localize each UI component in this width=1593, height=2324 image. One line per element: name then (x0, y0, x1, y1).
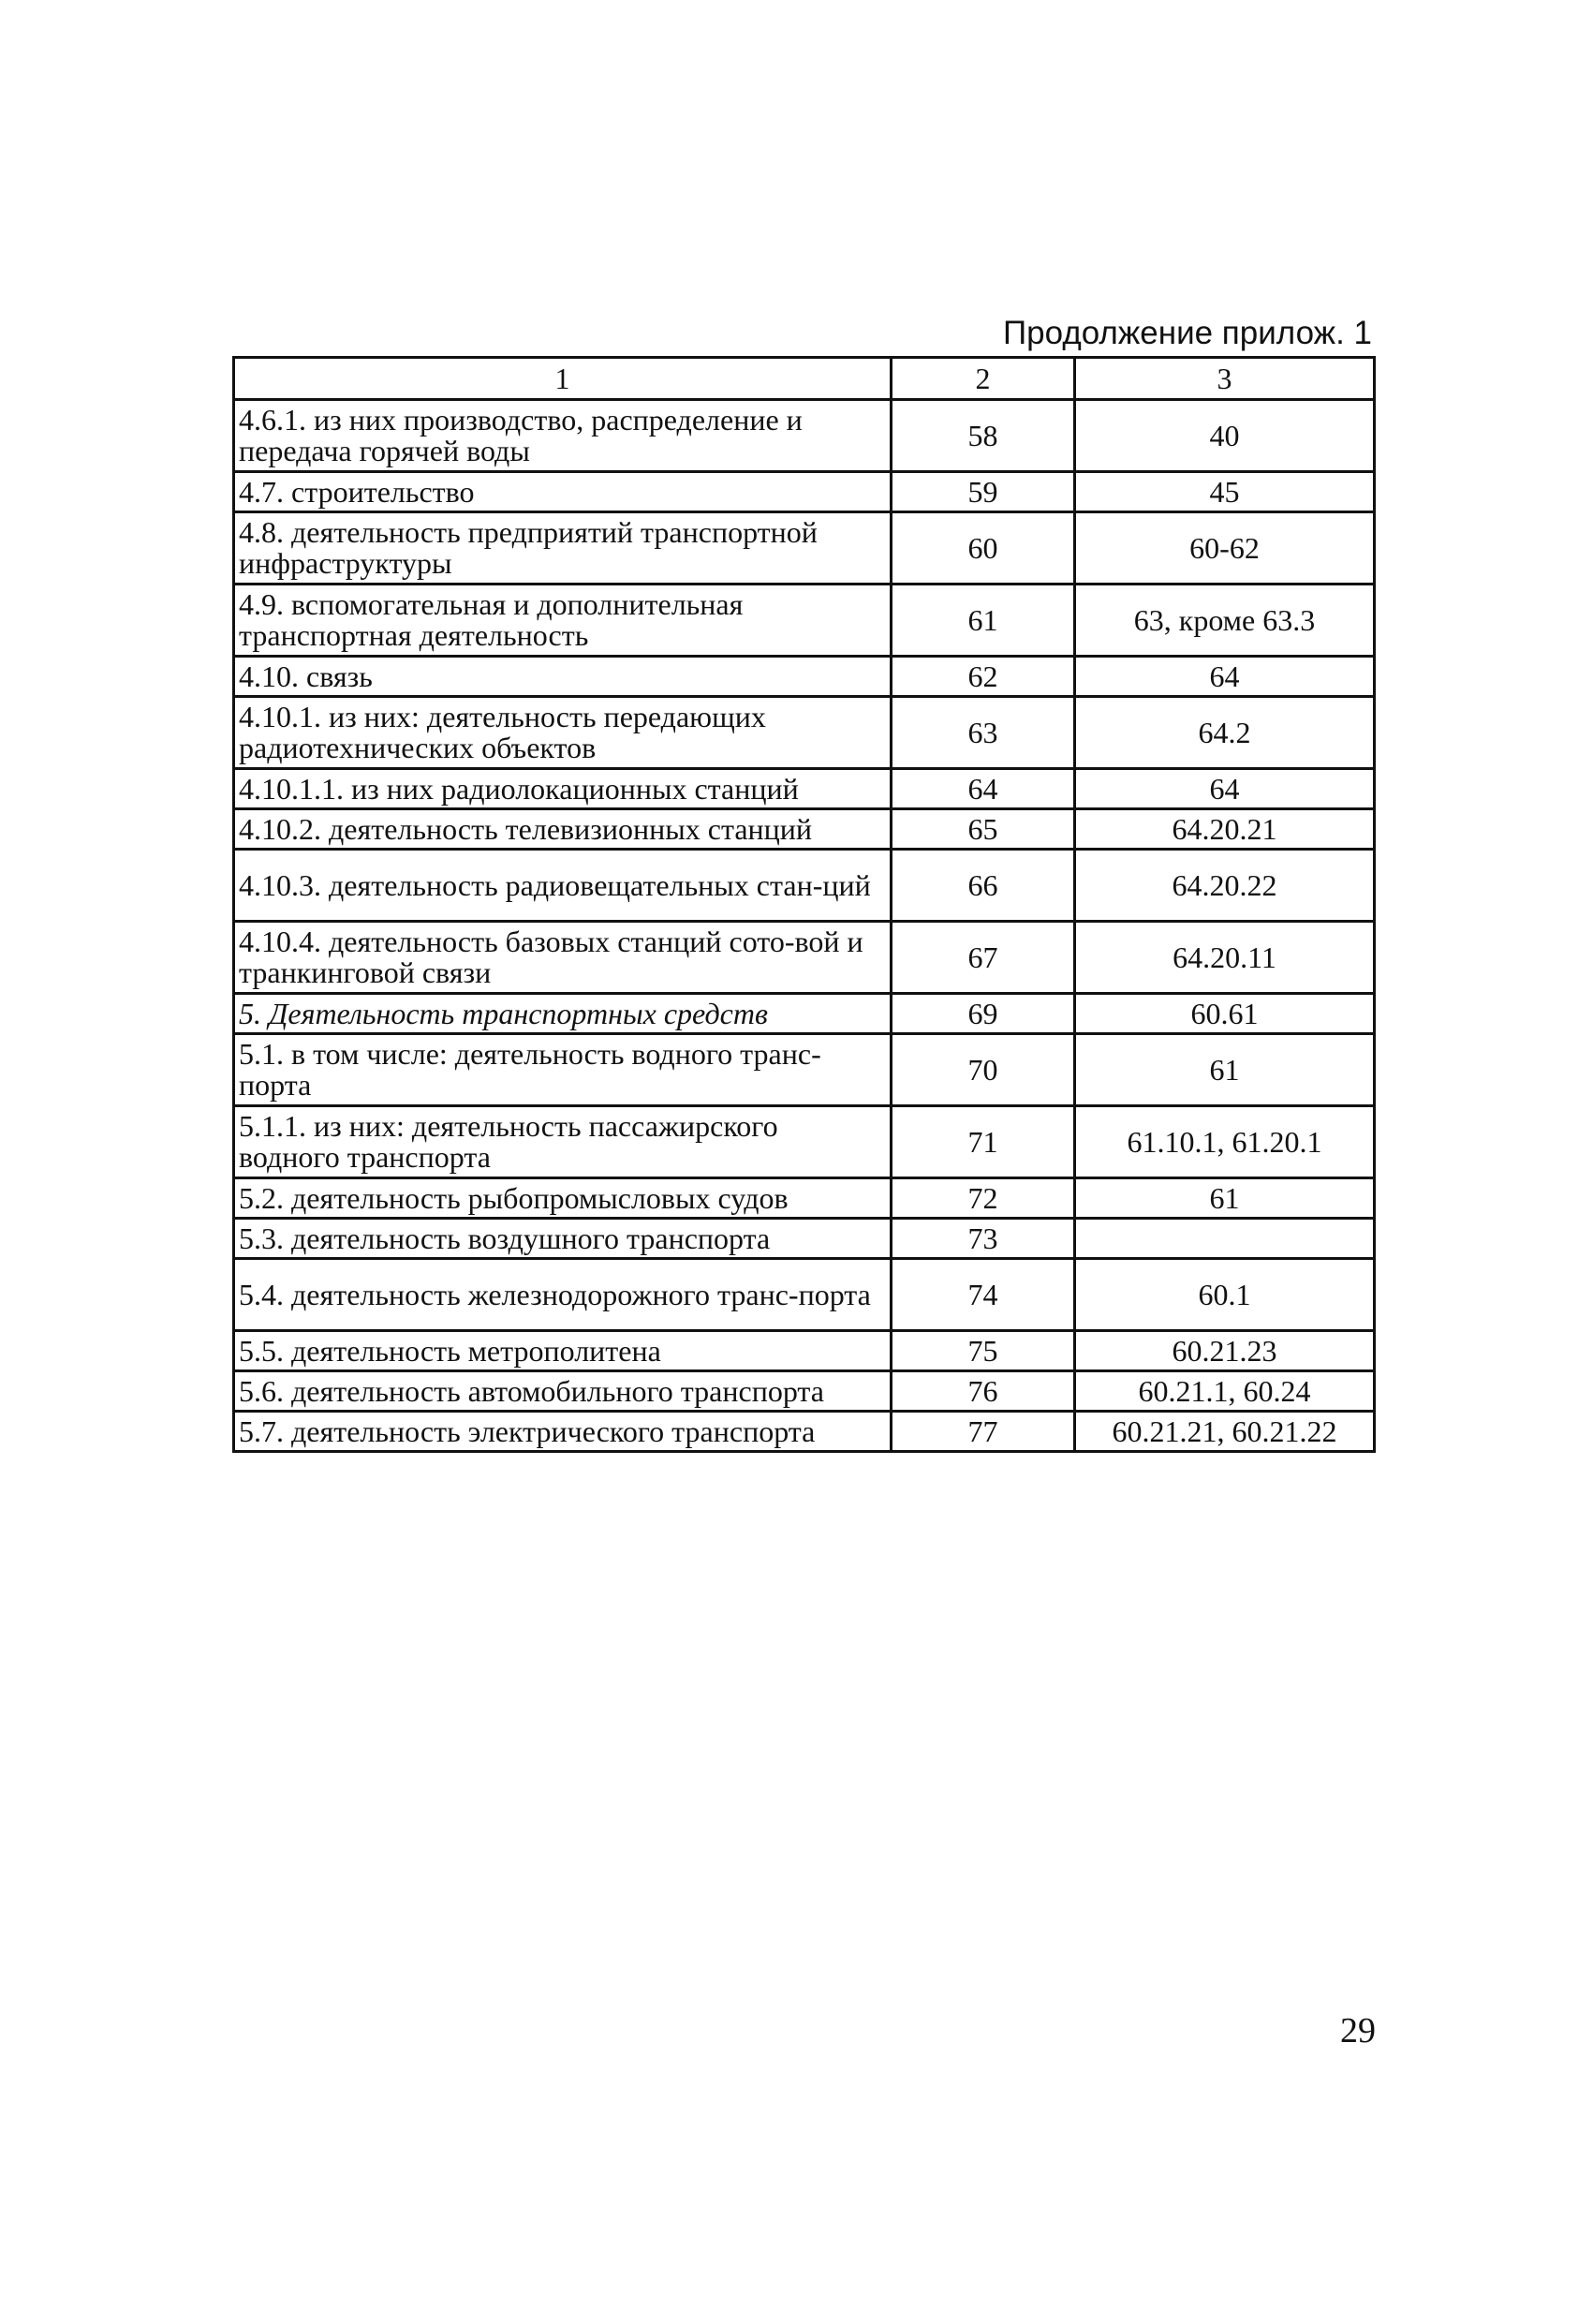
row-code: 64.20.21 (1075, 809, 1375, 850)
table-row (234, 1412, 1375, 1452)
row-name: 4.6.1. из них производство, распределение и передача горячей воды (234, 400, 892, 472)
table-row (234, 1259, 1375, 1331)
row-number: 69 (892, 994, 1075, 1034)
table-row (234, 400, 1375, 472)
row-name: 4.10.4. деятельность базовых станций сото-вой и транкинговой связи (234, 922, 892, 994)
table-row (234, 512, 1375, 585)
table-row (234, 697, 1375, 769)
row-name: 5.4. деятельность железнодорожного транс-порта (234, 1259, 892, 1331)
table-row (234, 657, 1375, 697)
row-code: 60.1 (1075, 1259, 1375, 1331)
row-code: 64 (1075, 769, 1375, 809)
row-name: 4.8. деятельность предприятий транспортной инфраструктуры (234, 512, 892, 585)
row-number: 75 (892, 1331, 1075, 1371)
row-number: 67 (892, 922, 1075, 994)
table-row (234, 809, 1375, 850)
column-header-2: 2 (892, 358, 1075, 400)
row-number: 72 (892, 1178, 1075, 1219)
row-name: 4.10. связь (234, 657, 892, 697)
page-number: 29 (1340, 2011, 1376, 2050)
table-row (234, 585, 1375, 657)
row-name: 5.5. деятельность метрополитена (234, 1331, 892, 1371)
row-code: 45 (1075, 472, 1375, 512)
table-row (234, 850, 1375, 922)
row-code: 61 (1075, 1034, 1375, 1106)
row-number: 60 (892, 512, 1075, 585)
row-name: 5.2. деятельность рыбопромысловых судов (234, 1178, 892, 1219)
row-name: 4.10.1.1. из них радиолокационных станций (234, 769, 892, 809)
table-row (234, 472, 1375, 512)
row-code: 60.21.1, 60.24 (1075, 1371, 1375, 1412)
row-number: 66 (892, 850, 1075, 922)
row-number: 63 (892, 697, 1075, 769)
row-code (1075, 1219, 1375, 1259)
row-code: 61 (1075, 1178, 1375, 1219)
table-row (234, 1034, 1375, 1106)
row-code: 63, кроме 63.3 (1075, 585, 1375, 657)
row-name: 5.7. деятельность электрического транспорта (234, 1412, 892, 1452)
row-number: 76 (892, 1371, 1075, 1412)
row-number: 65 (892, 809, 1075, 850)
row-number: 73 (892, 1219, 1075, 1259)
table-row (234, 1106, 1375, 1178)
row-number: 64 (892, 769, 1075, 809)
row-code: 60-62 (1075, 512, 1375, 585)
row-name: 4.7. строительство (234, 472, 892, 512)
row-name: 4.9. вспомогательная и дополнительная транспортная деятельность (234, 585, 892, 657)
row-name: 5.6. деятельность автомобильного транспорта (234, 1371, 892, 1412)
column-header-1: 1 (234, 358, 892, 400)
row-name: 4.10.2. деятельность телевизионных станций (234, 809, 892, 850)
table-row (234, 1331, 1375, 1371)
row-code: 64.20.11 (1075, 922, 1375, 994)
row-number: 77 (892, 1412, 1075, 1452)
row-code: 40 (1075, 400, 1375, 472)
row-code: 64.2 (1075, 697, 1375, 769)
row-code: 60.61 (1075, 994, 1375, 1034)
row-name: 4.10.1. из них: деятельность передающих радиотехнических объектов (234, 697, 892, 769)
row-number: 58 (892, 400, 1075, 472)
table-header-row (234, 358, 1375, 400)
column-header-3: 3 (1075, 358, 1375, 400)
row-code: 60.21.21, 60.21.22 (1075, 1412, 1375, 1452)
row-number: 62 (892, 657, 1075, 697)
row-name: 5.3. деятельность воздушного транспорта (234, 1219, 892, 1259)
row-number: 71 (892, 1106, 1075, 1178)
row-code: 64 (1075, 657, 1375, 697)
table-row (234, 1219, 1375, 1259)
table-row (234, 769, 1375, 809)
row-number: 59 (892, 472, 1075, 512)
table-row (234, 922, 1375, 994)
row-name: 5.1.1. из них: деятельность пассажирского водного транспорта (234, 1106, 892, 1178)
row-code: 64.20.22 (1075, 850, 1375, 922)
table-row (234, 1371, 1375, 1412)
table-caption: Продолжение прилож. 1 (1003, 315, 1372, 351)
row-number: 70 (892, 1034, 1075, 1106)
table-row (234, 1178, 1375, 1219)
table-row (234, 994, 1375, 1034)
row-name: 5.1. в том числе: деятельность водного транс-порта (234, 1034, 892, 1106)
row-name: 4.10.3. деятельность радиовещательных стан-ций (234, 850, 892, 922)
row-name: 5. Деятельность транспортных средств (234, 994, 892, 1034)
row-code: 60.21.23 (1075, 1331, 1375, 1371)
row-number: 61 (892, 585, 1075, 657)
row-number: 74 (892, 1259, 1075, 1331)
activity-codes-table (232, 356, 1376, 1453)
row-code: 61.10.1, 61.20.1 (1075, 1106, 1375, 1178)
